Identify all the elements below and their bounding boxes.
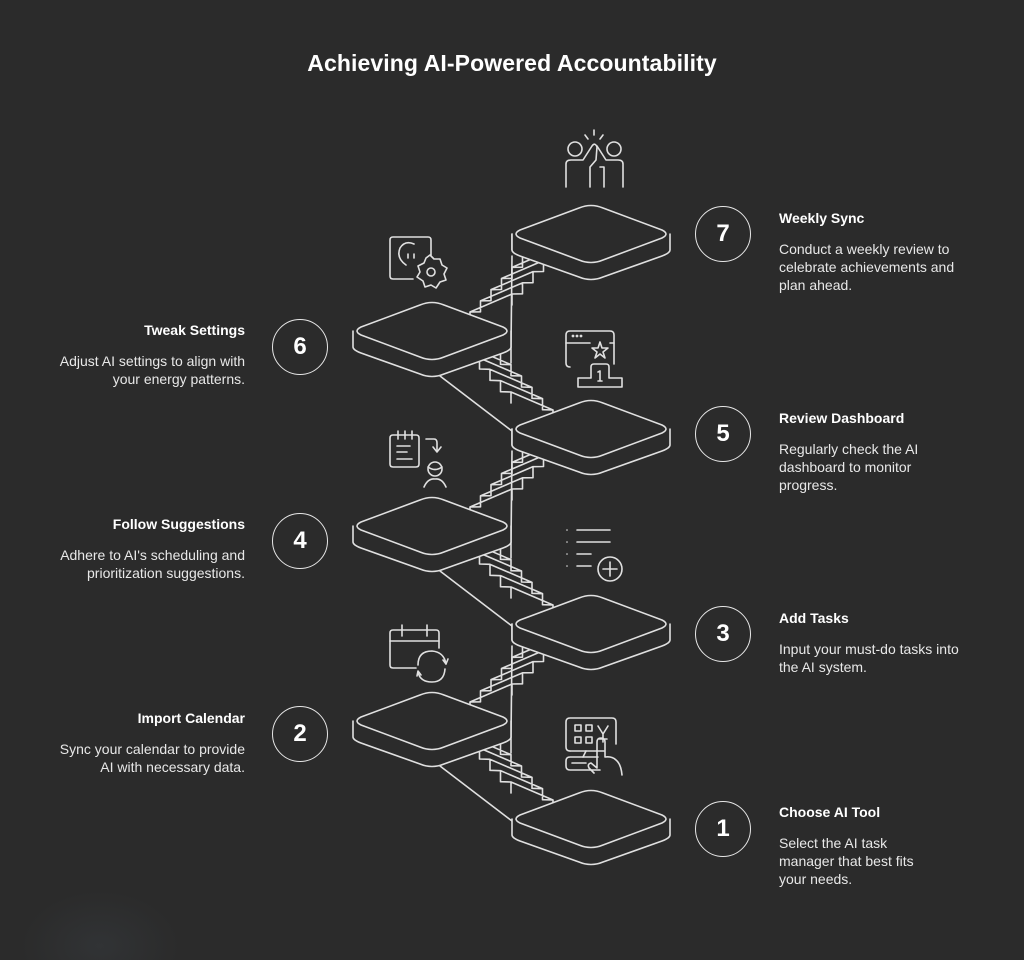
high-five-icon (566, 130, 623, 187)
step-number: 3 (716, 620, 730, 647)
notepad-person-icon (390, 431, 446, 487)
step-description: Adhere to AI's scheduling and prioritization suggestions. (60, 547, 245, 581)
touch-screen-app-icon (566, 718, 622, 775)
step-1-label (779, 804, 939, 888)
step-heading: Tweak Settings (144, 322, 245, 338)
step-7-label (779, 210, 979, 294)
step-number-circle-6 (272, 319, 328, 375)
add-list-icon (567, 530, 622, 581)
step-3-label (779, 610, 959, 676)
step-heading: Follow Suggestions (112, 516, 245, 532)
step-heading: Import Calendar (137, 710, 245, 726)
step-number: 1 (716, 815, 730, 842)
step-number-circle-1 (695, 801, 751, 857)
step-description: Select the AI task manager that best fits your needs. (779, 835, 914, 887)
step-description: Input your must-do tasks into the AI system. (779, 641, 959, 675)
step-number: 5 (716, 420, 730, 447)
step-4-label (55, 516, 245, 582)
step-description: Conduct a weekly review to celebrate achievements and plan ahead. (779, 241, 955, 293)
step-number-circle-5 (695, 406, 751, 462)
step-5-label (779, 410, 939, 494)
step-2-label (55, 710, 245, 776)
step-description: Regularly check the AI dashboard to monitor progress. (779, 441, 919, 493)
step-number-circle-7 (695, 206, 751, 262)
step-number-circle-2 (272, 706, 328, 762)
step-number-circle-3 (695, 606, 751, 662)
step-number: 7 (716, 220, 730, 247)
step-description: Adjust AI settings to align with your energy patterns. (59, 353, 245, 387)
step-number: 6 (293, 333, 307, 360)
step-heading: Weekly Sync (779, 210, 865, 226)
step-description: Sync your calendar to provide AI with necessary data. (59, 741, 245, 775)
diagram-title: Achieving AI-Powered Accountability (307, 50, 717, 76)
energy-settings-icon (390, 237, 447, 288)
step-heading: Add Tasks (779, 610, 849, 626)
step-number: 4 (293, 527, 307, 554)
step-heading: Review Dashboard (779, 410, 905, 426)
step-6-label (55, 322, 245, 388)
step-heading: Choose AI Tool (779, 804, 881, 820)
step-number: 2 (293, 720, 307, 747)
dashboard-podium-icon (566, 331, 622, 387)
step-number-circle-4 (272, 513, 328, 569)
calendar-sync-icon (390, 625, 448, 682)
